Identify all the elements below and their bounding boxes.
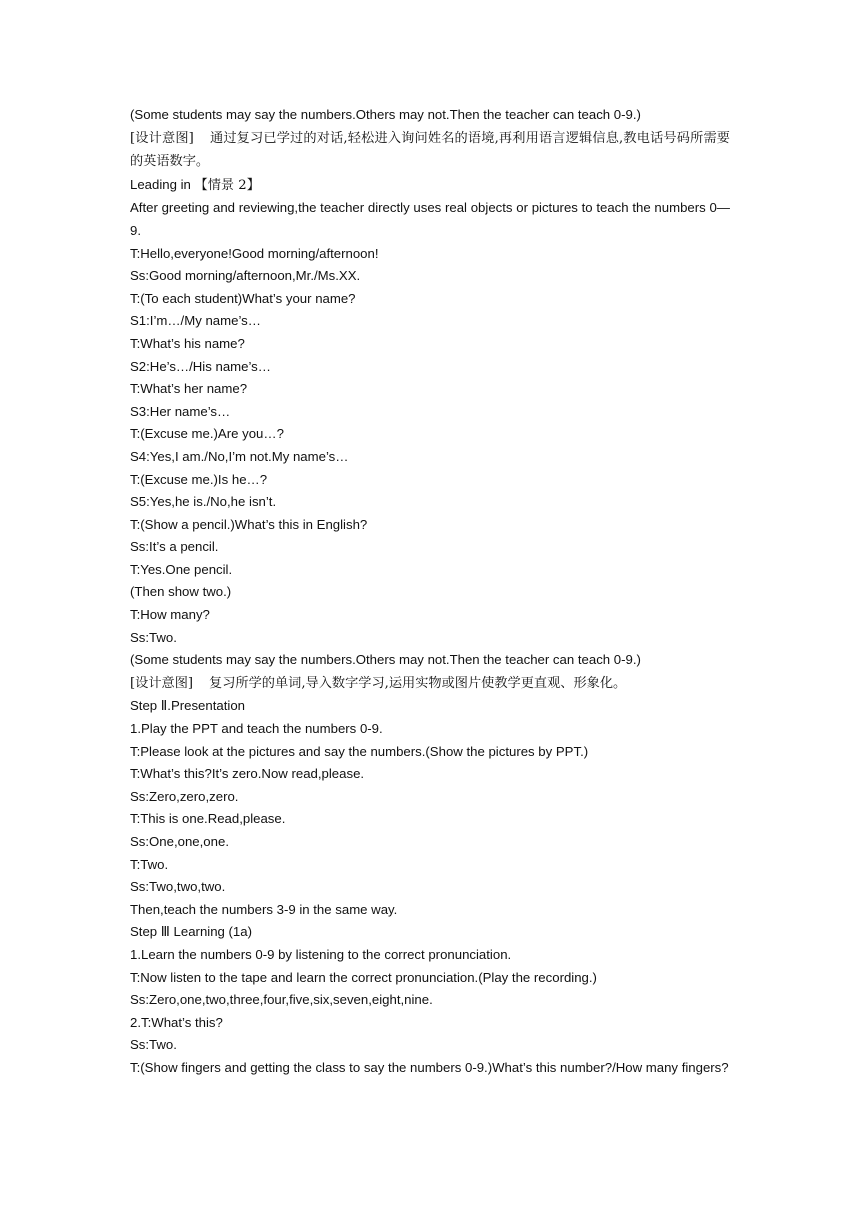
dialogue-line: Ss:Two,two,two. bbox=[130, 879, 226, 895]
leading-in-label: Leading in bbox=[130, 176, 191, 192]
dialogue-paragraph: T:(Show fingers and getting the class to say the numbers 0-9.)What’s this number?/How many fingers? bbox=[130, 1059, 729, 1075]
dialogue-line: T:Now listen to the tape and learn the correct pronunciation.(Play the recording.) bbox=[130, 969, 597, 985]
dialogue-line: T:Please look at the pictures and say the numbers.(Show the pictures by PPT.) bbox=[130, 743, 589, 759]
dialogue-line: 2.T:What’s this? bbox=[130, 1014, 223, 1030]
dialogue-line: S4:Yes,I am./No,I’m not.My name’s… bbox=[130, 448, 349, 464]
scenario-label: 【情景 2】 bbox=[194, 177, 260, 193]
dialogue-line: Ss:Good morning/afternoon,Mr./Ms.XX. bbox=[130, 268, 361, 284]
dialogue-line: Ss:Zero,one,two,three,four,five,six,seven,eight,nine. bbox=[130, 992, 433, 1008]
stage-direction: (Then show two.) bbox=[130, 584, 232, 600]
dialogue-line: Ss:Zero,zero,zero. bbox=[130, 788, 239, 804]
text-line: (Some students may say the numbers.Others may not.Then the teacher can teach 0-9.) bbox=[130, 107, 641, 122]
dialogue-line: T:How many? bbox=[130, 607, 210, 623]
design-intent-tag: [设计意图] bbox=[130, 130, 194, 146]
dialogue-line: T:What’s his name? bbox=[130, 335, 245, 351]
text-line: (Some students may say the numbers.Others may not.Then the teacher can teach 0-9.) bbox=[130, 652, 641, 668]
dialogue-line: T:What’s her name? bbox=[130, 381, 248, 397]
text-line: 1.Play the PPT and teach the numbers 0-9. bbox=[130, 721, 383, 737]
dialogue-line: Ss:Two. bbox=[130, 629, 177, 645]
dialogue-line: T:Yes.One pencil. bbox=[130, 561, 233, 577]
text-paragraph: After greeting and reviewing,the teacher directly uses real objects or pictures to teach the numbers 0—9. bbox=[130, 200, 730, 238]
dialogue-line: S1:I’m…/My name’s… bbox=[130, 313, 261, 329]
document-page bbox=[130, 104, 730, 1080]
dialogue-line: T:This is one.Read,please. bbox=[130, 811, 286, 827]
dialogue-line: S2:He’s…/His name’s… bbox=[130, 358, 271, 374]
dialogue-line: Ss:It’s a pencil. bbox=[130, 539, 219, 555]
dialogue-line: T:(Excuse me.)Is he…? bbox=[130, 471, 268, 487]
design-intent-text: 通过复习已学过的对话,轻松进入询问姓名的语境,再利用语言逻辑信息,教电话号码所需要的英语数字。 bbox=[130, 130, 730, 170]
section-heading bbox=[130, 174, 730, 198]
step-heading: Step Ⅲ Learning (1a) bbox=[130, 924, 252, 940]
text-line: 1.Learn the numbers 0-9 by listening to the correct pronunciation. bbox=[130, 946, 512, 962]
dialogue-line: S3:Her name’s… bbox=[130, 403, 231, 419]
design-intent-tag: [设计意图] bbox=[130, 675, 194, 691]
dialogue-line: Ss:One,one,one. bbox=[130, 834, 229, 849]
design-intent-line bbox=[130, 672, 730, 696]
dialogue-line: T:Two. bbox=[130, 856, 169, 872]
dialogue-line: Ss:Two. bbox=[130, 1037, 177, 1053]
dialogue-line: T:(To each student)What’s your name? bbox=[130, 290, 356, 306]
step-heading: Step Ⅱ.Presentation bbox=[130, 698, 245, 714]
design-intent-paragraph bbox=[130, 127, 730, 174]
dialogue-line: T:What’s this?It’s zero.Now read,please. bbox=[130, 766, 365, 782]
text-line: Then,teach the numbers 3-9 in the same way. bbox=[130, 901, 398, 917]
dialogue-line: T:Hello,everyone!Good morning/afternoon! bbox=[130, 245, 379, 261]
dialogue-line: T:(Show a pencil.)What’s this in English? bbox=[130, 516, 368, 532]
dialogue-line: T:(Excuse me.)Are you…? bbox=[130, 426, 284, 442]
design-intent-text: 复习所学的单词,导入数字学习,运用实物或图片使教学更直观、形象化。 bbox=[209, 675, 627, 691]
dialogue-line: S5:Yes,he is./No,he isn’t. bbox=[130, 494, 277, 510]
